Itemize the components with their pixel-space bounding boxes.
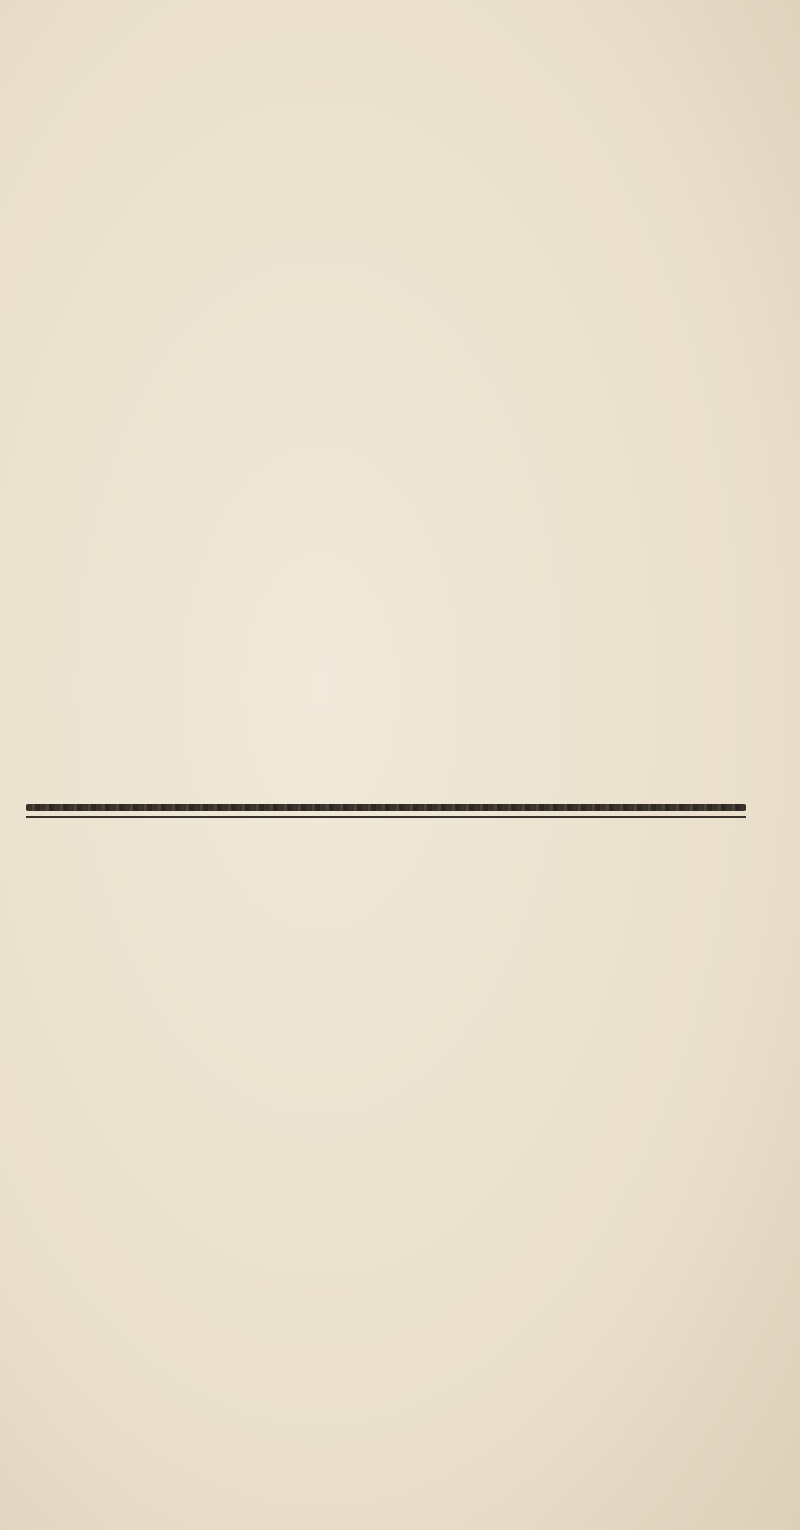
running-head xyxy=(250,6,680,52)
text-line xyxy=(24,1147,764,1192)
first-line xyxy=(24,1102,764,1147)
chapter-divider xyxy=(26,804,746,818)
divider-thick-rule xyxy=(26,804,746,811)
text-line xyxy=(24,1193,764,1238)
divider-thin-rule xyxy=(26,816,746,818)
corollary-paragraph xyxy=(24,1102,764,1238)
